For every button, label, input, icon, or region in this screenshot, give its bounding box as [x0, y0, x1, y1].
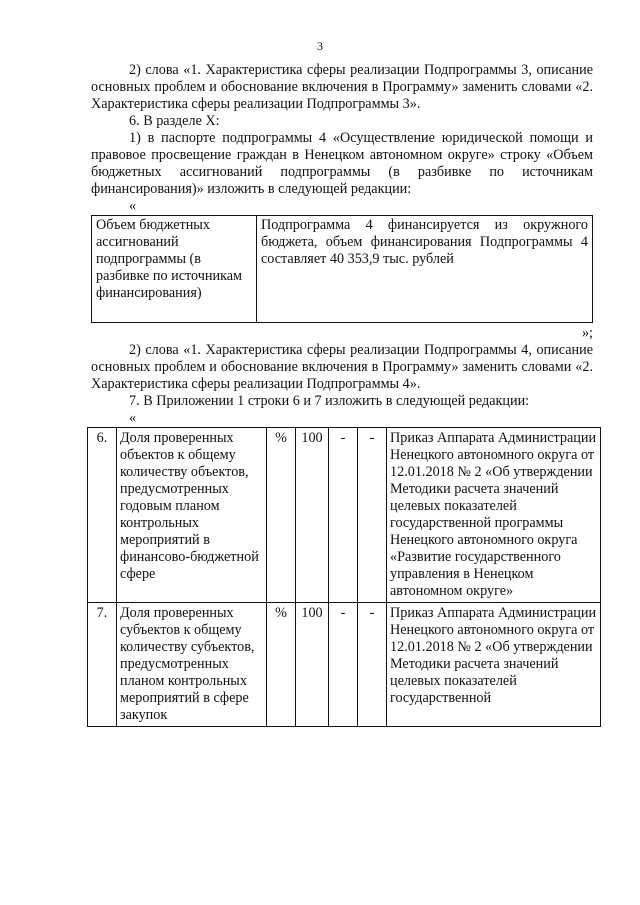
indicator-value: 100	[296, 603, 329, 727]
indicator-dash: -	[329, 603, 358, 727]
indicators-table	[87, 427, 601, 727]
passport-label-cell: Объем бюджетных ассигнований подпрограммы (в разбивке по источникам финансирования)	[92, 216, 257, 323]
quote-close-1: »;	[581, 325, 593, 341]
paragraph-3: 1) в паспорте подпрограммы 4 «Осуществление юридической помощи и правовое просвещение граждан в Ненецком автономном округе» строку «Объем бюджетных ассигнований подпрограммы (в разбивке по источникам финансирования)» изложить в следующей редакции:	[91, 130, 593, 197]
table-row	[92, 216, 593, 323]
paragraph-5: 7. В Приложении 1 строки 6 и 7 изложить в следующей редакции:	[129, 393, 530, 409]
indicator-dash: -	[358, 603, 387, 727]
indicator-name: Доля проверенных объектов к общему количеству объектов, предусмотренных годовым планом контрольных мероприятий в финансово-бюджетной сфере	[117, 428, 267, 603]
row-number: 6.	[88, 428, 117, 603]
indicator-unit: %	[267, 603, 296, 727]
passport-table	[91, 215, 593, 323]
page-number: 3	[317, 39, 323, 53]
paragraph-4: 2) слова «1. Характеристика сферы реализации Подпрограммы 4, описание основных проблем и обоснование включения в Программу» заменить словами «2. Характеристика сферы реализации Подпрограммы 4».	[91, 342, 593, 392]
indicator-unit: %	[267, 428, 296, 603]
indicator-dash: -	[329, 428, 358, 603]
indicator-value: 100	[296, 428, 329, 603]
table-row	[88, 428, 601, 603]
paragraph-1: 2) слова «1. Характеристика сферы реализации Подпрограммы 3, описание основных проблем и обоснование включения в Программу» заменить словами «2. Характеристика сферы реализации Подпрограммы 3».	[91, 62, 593, 112]
indicator-name: Доля проверенных субъектов к общему количеству субъектов, предусмотренных планом контрольных мероприятий в сфере закупок	[117, 603, 267, 727]
passport-content-cell: Подпрограмма 4 финансируется из окружного бюджета, объем финансирования Подпрограммы 4 составляет 40 353,9 тыс. рублей	[257, 216, 593, 323]
quote-open-2: «	[129, 410, 137, 426]
row-number: 7.	[88, 603, 117, 727]
indicator-document: Приказ Аппарата Администрации Ненецкого автономного округа от 12.01.2018 № 2 «Об утверждении Методики расчета значений целевых показателей государственной программы Ненецкого автономного округа «Развитие государственного управления в Ненецком автономном округе»	[387, 428, 601, 603]
quote-open-1: «	[129, 198, 137, 214]
indicator-dash: -	[358, 428, 387, 603]
document-body	[91, 62, 597, 727]
table-row	[88, 603, 601, 727]
paragraph-2: 6. В разделе X:	[129, 113, 220, 129]
indicator-document: Приказ Аппарата Администрации Ненецкого автономного округа от 12.01.2018 № 2 «Об утверждении Методики расчета значений целевых показателей государственной	[387, 603, 601, 727]
